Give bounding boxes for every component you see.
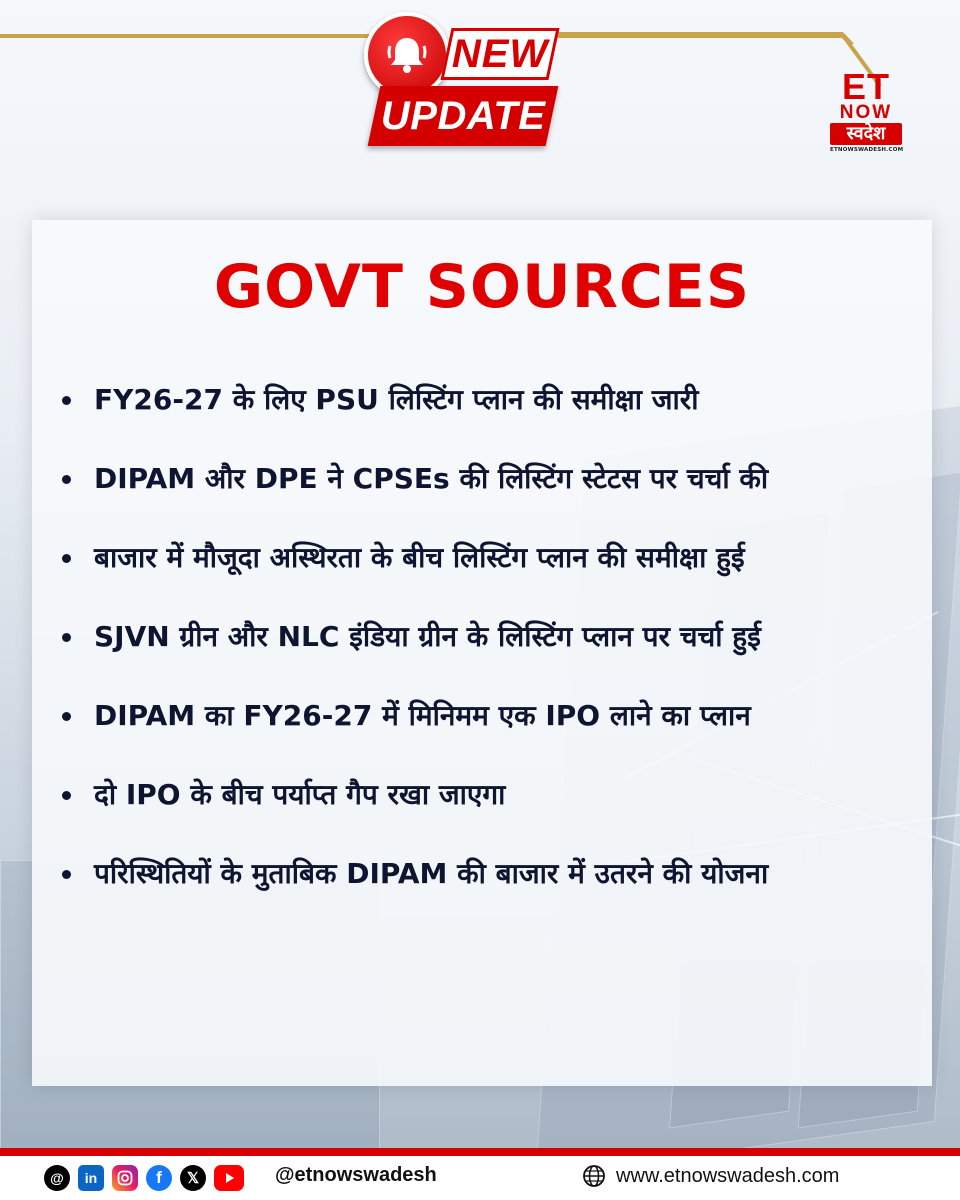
youtube-icon[interactable] — [214, 1165, 244, 1191]
list-item: SJVN ग्रीन और NLC इंडिया ग्रीन के लिस्टिंग प्लान पर चर्चा हुई — [62, 617, 922, 696]
website-link[interactable] — [582, 1164, 839, 1188]
page-title: GOVT SOURCES — [213, 252, 751, 322]
list-item: FY26-27 के लिए PSU लिस्टिंग प्लान की समीक्षा जारी — [62, 380, 922, 459]
website-url: www.etnowswadesh.com — [616, 1164, 840, 1187]
logo-url: ETNOWSWADESH.COM — [830, 147, 904, 153]
social-icons — [44, 1165, 244, 1191]
x-icon[interactable]: 𝕏 — [180, 1165, 206, 1191]
social-handle[interactable]: @etnowswadesh — [275, 1164, 437, 1186]
content-card — [32, 220, 932, 1086]
linkedin-icon[interactable]: in — [78, 1165, 104, 1191]
new-label-box — [440, 28, 559, 80]
new-update-badge — [364, 10, 564, 145]
facebook-icon[interactable]: f — [146, 1165, 172, 1191]
footer — [0, 1156, 960, 1200]
footer-accent-bar — [0, 1148, 960, 1156]
update-label: UPDATE — [380, 93, 546, 138]
list-item: DIPAM का FY26-27 में मिनिमम एक IPO लाने का प्लान — [62, 696, 922, 775]
et-now-swadesh-logo — [830, 66, 904, 165]
new-label: NEW — [451, 31, 549, 76]
list-item: बाजार में मौजूदा अस्थिरता के बीच लिस्टिंग प्लान की समीक्षा हुई — [62, 538, 922, 617]
logo-swadesh: स्वदेश — [830, 123, 902, 145]
update-label-box — [368, 86, 559, 146]
instagram-icon[interactable] — [112, 1165, 138, 1191]
list-item: परिस्थितियों के मुताबिक DIPAM की बाजार में उतरने की योजना — [62, 854, 922, 933]
bullet-list — [62, 380, 922, 933]
list-item: DIPAM और DPE ने CPSEs की लिस्टिंग स्टेटस पर चर्चा की — [62, 459, 922, 538]
logo-now: NOW — [839, 102, 893, 123]
logo-et: ET — [841, 66, 890, 107]
globe-icon — [582, 1164, 606, 1188]
threads-icon[interactable]: @ — [44, 1165, 70, 1191]
list-item: दो IPO के बीच पर्याप्त गैप रखा जाएगा — [62, 775, 922, 854]
